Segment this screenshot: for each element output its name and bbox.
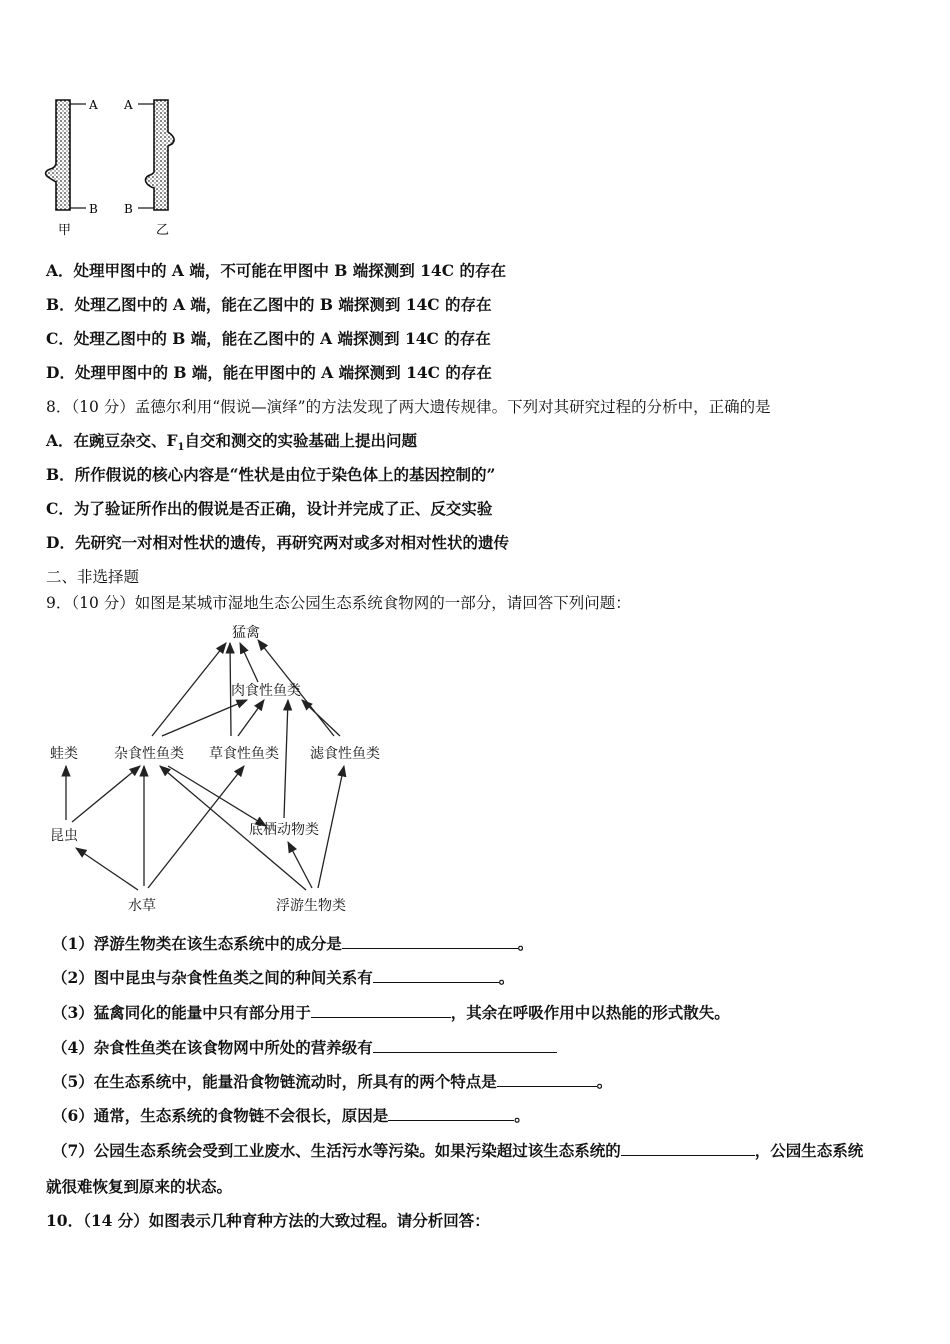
node-benthos: 底栖动物类 [249, 822, 319, 838]
arrow-insect-to-omnivore [72, 766, 140, 822]
q9-sub-1: （1）浮游生物类在该生态系统中的成分是 。 [52, 934, 534, 953]
arrow-filter-to-carnivore [302, 700, 340, 736]
stem-segment-jia [46, 98, 98, 238]
stem-segments-figure [40, 92, 200, 242]
label-a-yi: A [124, 98, 133, 112]
q9-stem: 9．（10 分）如图是某城市湿地生态公园生态系统食物网的一部分，请回答下列问题： [46, 594, 631, 612]
q8-option-b: B．所作假说的核心内容是“性状是由位于染色体上的基因控制的” [46, 465, 496, 484]
q7-option-a: A．处理甲图中的 A 端，不可能在甲图中 B 端探测到 14C 的存在 [46, 261, 506, 280]
q7-option-d: D．处理甲图中的 B 端，能在甲图中的 A 端探测到 14C 的存在 [46, 363, 492, 382]
q8-option-c: C．为了验证所作出的假说是否正确，设计并完成了正、反交实验 [46, 499, 493, 518]
node-herbivore-fish: 草食性鱼类 [209, 746, 279, 762]
arrow-benthos-to-carnivore [284, 700, 288, 818]
label-b-jia: B [89, 202, 98, 216]
q7-option-b: B．处理乙图中的 A 端，能在乙图中的 B 端探测到 14C 的存在 [46, 295, 492, 314]
q9-sub-7-continued: 就很难恢复到原来的状态。 [46, 1177, 233, 1196]
q8-option-a: A．在豌豆杂交、$F_1$自交和测交的实验基础上提出问题 [46, 431, 418, 454]
stem-segment-yi [123, 98, 174, 238]
q9-sub-6: （6）通常，生态系统的食物链不会很长，原因是 。 [52, 1106, 530, 1125]
answer-blank-3[interactable] [311, 1002, 451, 1018]
q8-stem: 8．（10 分）孟德尔利用“假说—演绎”的方法发现了两大遗传规律。下列对其研究过程的分析中，正确的是 [46, 398, 771, 416]
q9-sub-2: （2）图中昆虫与杂食性鱼类之间的种间关系有 。 [52, 968, 515, 987]
node-insects: 昆虫 [50, 828, 78, 844]
arrow-herbivore-to-carnivore [238, 700, 264, 736]
arrow-plankton-to-benthos [288, 842, 312, 888]
node-omnivore-fish: 杂食性鱼类 [114, 746, 184, 762]
q8-option-d: D．先研究一对相对性状的遗传，再研究两对或多对相对性状的遗传 [46, 533, 509, 552]
answer-blank-7[interactable] [621, 1140, 755, 1156]
arrow-plankton-to-filter [318, 766, 344, 888]
node-raptor: 猛禽 [232, 625, 260, 641]
node-aquatic-plants: 水草 [128, 898, 156, 914]
label-b-yi: B [124, 202, 133, 216]
answer-blank-2[interactable] [373, 967, 499, 983]
arrow-omnivore-to-raptor [152, 643, 226, 736]
node-carnivore-fish: 肉食性鱼类 [231, 683, 301, 699]
food-web-diagram [44, 618, 394, 918]
node-filter-fish: 滤食性鱼类 [310, 746, 380, 762]
answer-blank-4[interactable] [373, 1037, 557, 1053]
arrow-omnivore-to-carnivore [162, 700, 247, 736]
q9-sub-3: （3）猛禽同化的能量中只有部分用于 ，其余在呼吸作用中以热能的形式散失。 [52, 1003, 730, 1022]
q9-sub-5: （5）在生态系统中，能量沿食物链流动时，所具有的两个特点是 。 [52, 1072, 613, 1091]
q9-sub-4: （4）杂食性鱼类在该食物网中所处的营养级有 [52, 1037, 557, 1058]
arrow-omnivore-to-benthos [168, 766, 266, 826]
caption-jia: 甲 [58, 223, 72, 238]
node-plankton: 浮游生物类 [276, 898, 346, 914]
section-title: 二、非选择题 [46, 568, 140, 586]
q7-option-c: C．处理乙图中的 B 端，能在乙图中的 A 端探测到 14C 的存在 [46, 329, 491, 348]
arrow-carnivore-to-raptor [240, 643, 258, 682]
q9-sub-7: （7）公园生态系统会受到工业废水、生活污水等污染。如果污染超过该生态系统的 ，公园生态系统 [52, 1141, 864, 1160]
arrow-plants-to-herbivore [148, 766, 244, 888]
answer-blank-5[interactable] [497, 1071, 597, 1087]
answer-blank-6[interactable] [388, 1105, 514, 1121]
q10-stem: 10．（14 分）如图表示几种育种方法的大致过程。请分析回答： [46, 1211, 490, 1230]
caption-yi: 乙 [156, 223, 170, 238]
label-a-jia: A [89, 98, 98, 112]
answer-blank-1[interactable] [342, 933, 518, 949]
node-frogs: 蛙类 [50, 746, 78, 762]
arrow-plants-to-insect [76, 848, 138, 890]
